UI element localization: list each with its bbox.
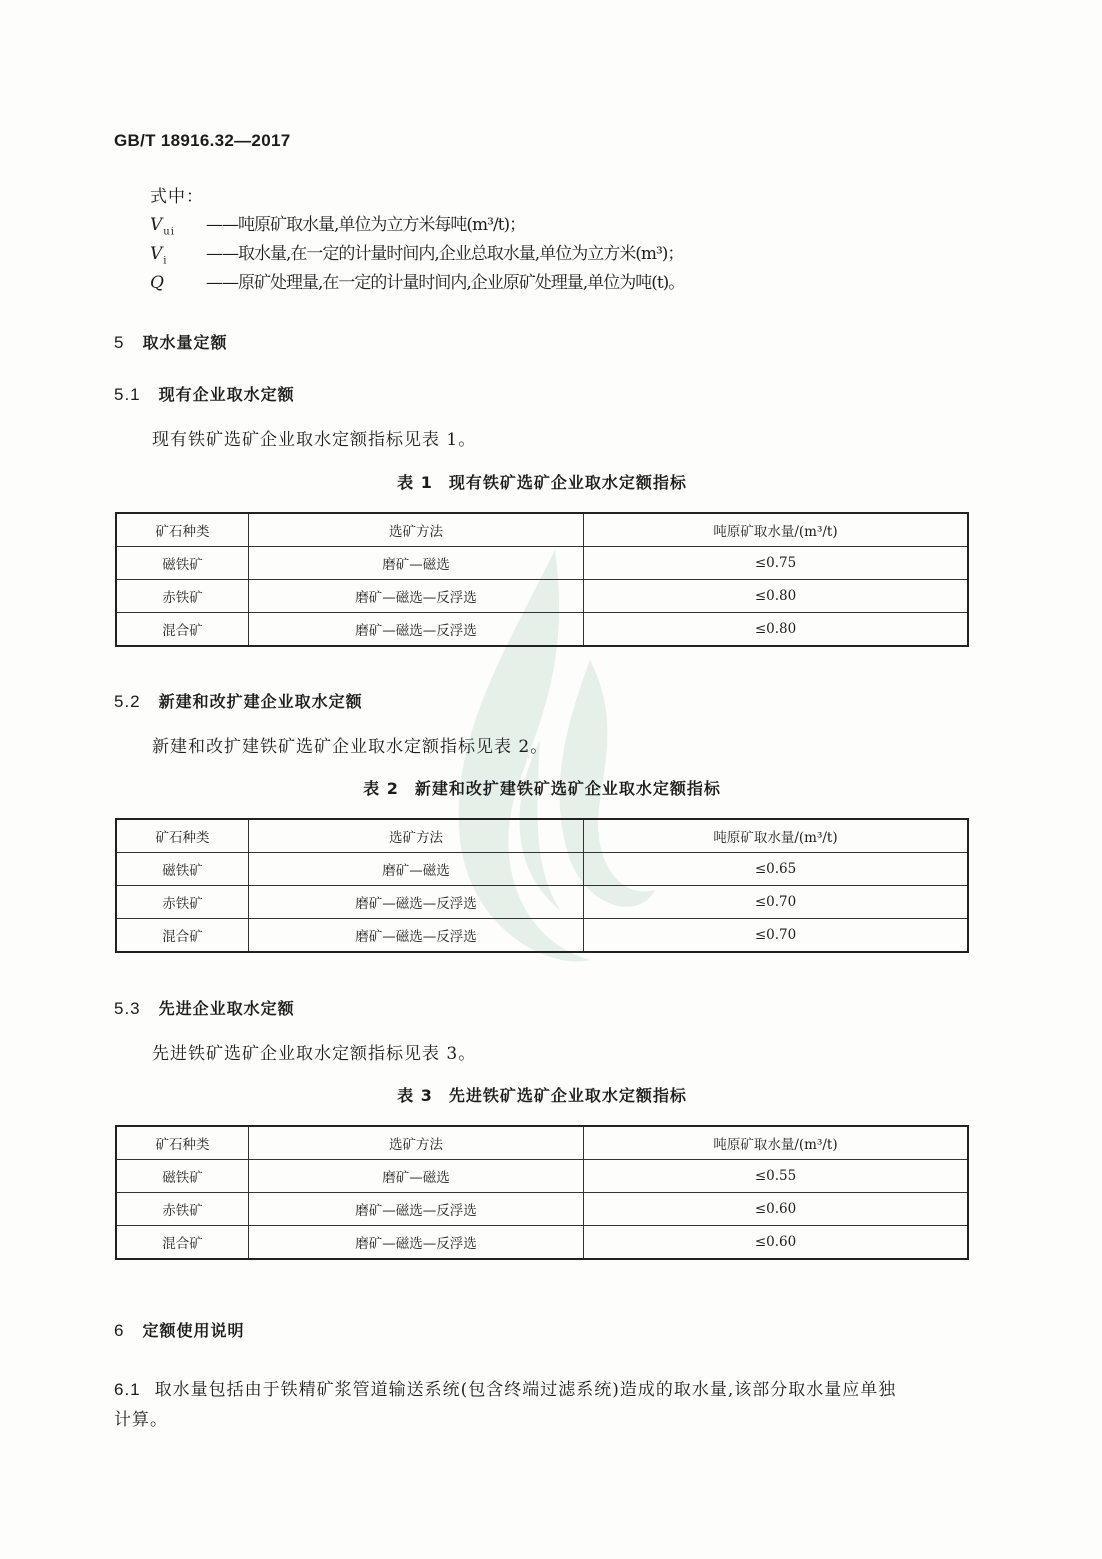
cell-method: 磨矿—磁选—反浮选	[249, 919, 584, 953]
section-6-1-line1	[114, 1375, 896, 1400]
cell-method: 磨矿—磁选	[249, 853, 584, 886]
variable-symbol: $V_{ui}$	[150, 215, 175, 238]
quota-table-3	[115, 1125, 969, 1260]
table-header-row	[116, 819, 968, 853]
cell-quota: ≤0.70	[584, 886, 969, 919]
cell-ore-type: 混合矿	[116, 613, 249, 647]
table-1-caption: 表 1 现有铁矿选矿企业取水定额指标	[397, 473, 687, 492]
table-row	[116, 886, 968, 919]
cell-method: 磨矿—磁选—反浮选	[249, 886, 584, 919]
cell-quota: ≤0.55	[584, 1160, 969, 1193]
table-header-row	[116, 513, 968, 547]
cell-ore-type: 混合矿	[116, 1226, 249, 1260]
table-row	[116, 853, 968, 886]
table-row	[116, 1160, 968, 1193]
header-cell: 吨原矿取水量/(m³/t)	[584, 513, 969, 547]
cell-method: 磨矿—磁选—反浮选	[249, 1193, 584, 1226]
header-cell: 选矿方法	[249, 819, 584, 853]
table-row	[116, 1226, 968, 1260]
section-5-3-heading: 5.3 先进企业取水定额	[114, 999, 295, 1018]
section-5-1-text: 现有铁矿选矿企业取水定额指标见表 1。	[152, 430, 477, 450]
header-cell: 矿石种类	[116, 819, 249, 853]
cell-method: 磨矿—磁选—反浮选	[249, 580, 584, 613]
cell-quota: ≤0.80	[584, 580, 969, 613]
section-6-1-num: 6.1	[114, 1380, 141, 1399]
variable-line-vui	[150, 210, 525, 237]
section-5-2-text: 新建和改扩建铁矿选矿企业取水定额指标见表 2。	[152, 737, 549, 757]
cell-quota: ≤0.60	[584, 1226, 969, 1260]
cell-method: 磨矿—磁选	[249, 1160, 584, 1193]
cell-quota: ≤0.65	[584, 853, 969, 886]
table-2-caption: 表 2 新建和改扩建铁矿选矿企业取水定额指标	[363, 779, 721, 798]
section-5-3-text: 先进铁矿选矿企业取水定额指标见表 3。	[152, 1044, 477, 1064]
cell-quota: ≤0.60	[584, 1193, 969, 1226]
section-5-2-heading: 5.2 新建和改扩建企业取水定额	[114, 692, 363, 711]
table-3-caption: 表 3 先进铁矿选矿企业取水定额指标	[397, 1086, 687, 1105]
cell-quota: ≤0.75	[584, 547, 969, 580]
cell-ore-type: 赤铁矿	[116, 1193, 249, 1226]
table-row	[116, 919, 968, 953]
header-cell: 矿石种类	[116, 1126, 249, 1160]
table-header-row	[116, 1126, 968, 1160]
variable-description: ——取水量,在一定的计量时间内,企业总取水量,单位为立方米(m³)；	[206, 244, 684, 264]
section-5-heading: 5 取水量定额	[114, 333, 228, 352]
table-row	[116, 547, 968, 580]
section-5-1-heading: 5.1 现有企业取水定额	[114, 385, 295, 404]
variable-description: ——原矿处理量,在一定的计量时间内,企业原矿处理量,单位为吨(t)。	[206, 273, 685, 293]
header-cell: 矿石种类	[116, 513, 249, 547]
cell-quota: ≤0.80	[584, 613, 969, 647]
cell-ore-type: 磁铁矿	[116, 853, 249, 886]
section-6-heading: 6 定额使用说明	[114, 1321, 245, 1340]
formula-where-intro: 式中：	[150, 187, 204, 207]
table-row	[116, 580, 968, 613]
table-row	[116, 1193, 968, 1226]
section-6-1-text: 取水量包括由于铁精矿浆管道输送系统(包含终端过滤系统)造成的取水量,该部分取水量应单独	[154, 1380, 897, 1400]
header-cell: 吨原矿取水量/(m³/t)	[584, 1126, 969, 1160]
cell-ore-type: 磁铁矿	[116, 547, 249, 580]
standard-code: GB/T 18916.32—2017	[114, 131, 291, 150]
variable-symbol: $V_i$	[150, 244, 168, 267]
variable-symbol: Q	[150, 273, 165, 293]
quota-table-1	[115, 512, 969, 647]
cell-method: 磨矿—磁选	[249, 547, 584, 580]
cell-ore-type: 赤铁矿	[116, 580, 249, 613]
quota-table-2	[115, 818, 969, 953]
table-row	[116, 613, 968, 647]
variable-line-q	[150, 268, 684, 295]
cell-ore-type: 混合矿	[116, 919, 249, 953]
variable-line-vi	[150, 239, 683, 266]
cell-method: 磨矿—磁选—反浮选	[249, 613, 584, 647]
header-cell: 吨原矿取水量/(m³/t)	[584, 819, 969, 853]
header-cell: 选矿方法	[249, 1126, 584, 1160]
cell-method: 磨矿—磁选—反浮选	[249, 1226, 584, 1260]
cell-quota: ≤0.70	[584, 919, 969, 953]
cell-ore-type: 磁铁矿	[116, 1160, 249, 1193]
cell-ore-type: 赤铁矿	[116, 886, 249, 919]
header-cell: 选矿方法	[249, 513, 584, 547]
section-6-1-line2: 计算。	[114, 1410, 168, 1430]
variable-description: ——吨原矿取水量,单位为立方米每吨(m³/t)；	[206, 215, 526, 235]
